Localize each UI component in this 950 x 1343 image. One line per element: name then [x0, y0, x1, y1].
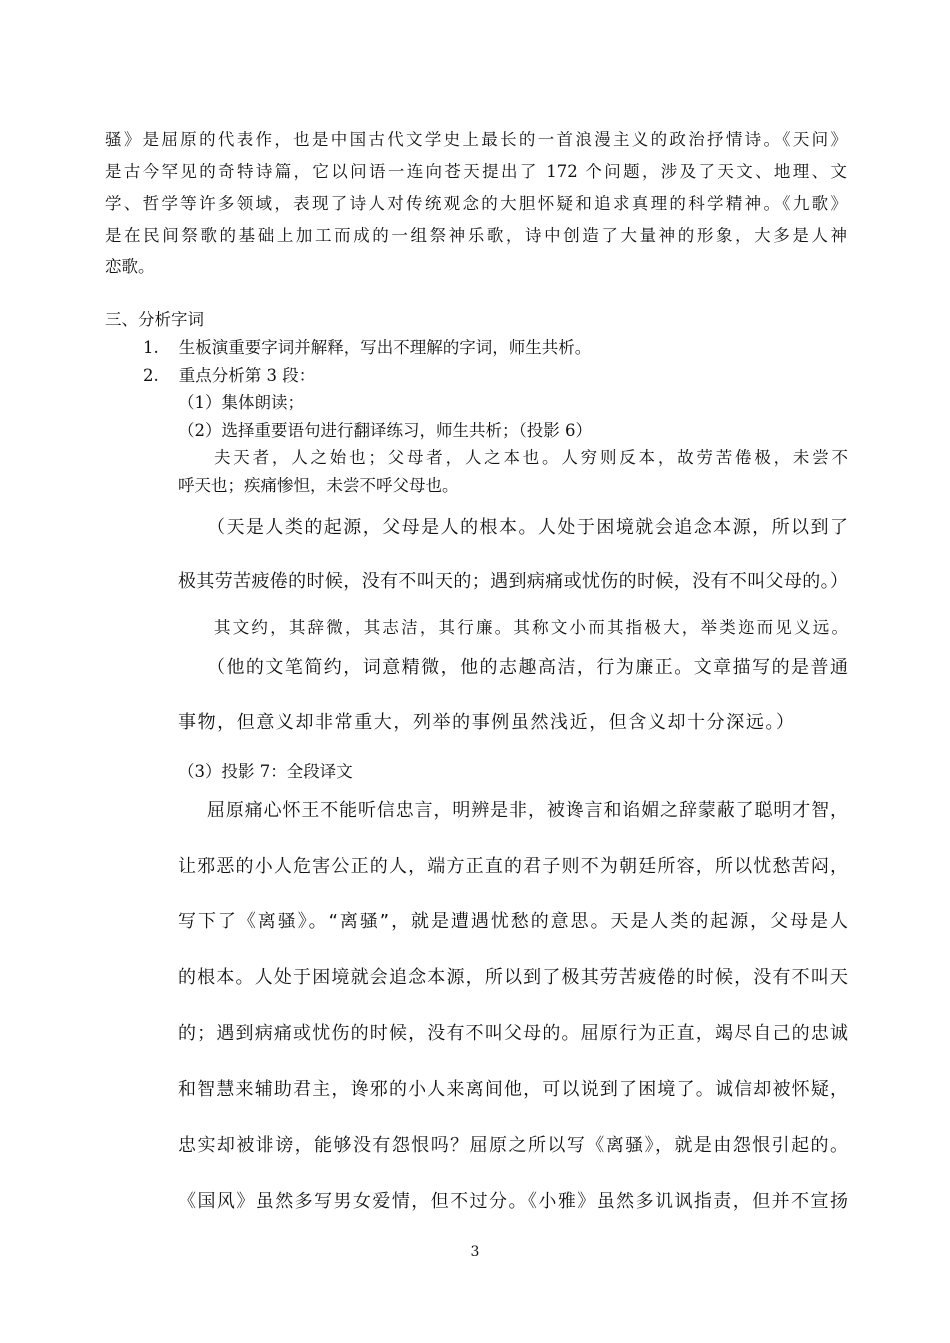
- translation-text: （他的文笔简约，词意精微，他的志趣高洁，行为廉正。文章描写的是普通: [207, 657, 848, 678]
- translation-line: 屈原痛心怀王不能听信忠言，明辨是非，被谗言和谄媚之辞蒙蔽了聪明才智，: [207, 800, 848, 821]
- classical-quote: 夫天者，人之始也；父母者，人之本也。人穷则反本，故劳苦倦极，未尝不: [214, 448, 848, 467]
- translation-line: 《国风》虽然多写男女爱情，但不过分。《小雅》虽然多讥讽指责，但并不宣扬: [178, 1191, 848, 1212]
- list-item-text: 生板演重要字词并解释，写出不理解的字词，师生共析。: [178, 338, 592, 357]
- translation-text: 极其劳苦疲倦的时候，没有不叫天的；遇到病痛或忧伤的时候，没有不叫父母的。）: [178, 571, 848, 592]
- intro-line: 恋歌。: [105, 257, 155, 276]
- translation-line: 忠实却被诽谤，能够没有怨恨吗？屈原之所以写《离骚》，就是由怨恨引起的。: [178, 1135, 848, 1156]
- sub-item: （1）集体朗读；: [178, 393, 304, 412]
- translation-text: （天是人类的起源，父母是人的根本。人处于困境就会追念本源，所以到了: [207, 517, 848, 538]
- list-item-number: 2.: [143, 366, 159, 385]
- section-heading: 三、分析字词: [105, 310, 204, 329]
- classical-quote: 呼天也；疾痛惨怛，未尝不呼父母也。: [178, 476, 459, 495]
- list-item-text: 重点分析第 3 段：: [178, 366, 316, 385]
- sub-item: （2）选择重要语句进行翻译练习，师生共析；（投影 6）: [178, 421, 592, 440]
- translation-line: 的；遇到病痛或忧伤的时候，没有不叫父母的。屈原行为正直，竭尽自己的忠诚: [178, 1023, 848, 1044]
- intro-line: 是古今罕见的奇特诗篇，它以问语一连向苍天提出了 172 个问题，涉及了天文、地理、文: [105, 162, 847, 181]
- list-item-number: 1.: [143, 338, 159, 357]
- list-item: [143, 336, 591, 360]
- intro-line: 学、哲学等许多领域，表现了诗人对传统观念的大胆怀疑和追求真理的科学精神。《九歌》: [105, 194, 847, 213]
- translation-text: 事物，但意义却非常重大，列举的事例虽然浅近，但含义却十分深远。）: [178, 712, 794, 733]
- translation-line: 和智慧来辅助君主，谗邪的小人来离间他，可以说到了困境了。诚信却被怀疑，: [178, 1079, 848, 1100]
- sub-item: （3）投影 7：全段译文: [178, 762, 353, 781]
- page-number: 3: [470, 1244, 480, 1260]
- translation-line: 写下了《离骚》。“离骚”，就是遭遇忧愁的意思。天是人类的起源，父母是人: [178, 911, 848, 932]
- intro-line: 是在民间祭歌的基础上加工而成的一组祭神乐歌，诗中创造了大量神的形象，大多是人神: [105, 226, 847, 245]
- intro-line: 骚》是屈原的代表作，也是中国古代文学史上最长的一首浪漫主义的政治抒情诗。《天问》: [105, 130, 847, 149]
- classical-quote: 其文约，其辞微，其志洁，其行廉。其称文小而其指极大，举类迩而见义远。: [214, 618, 848, 637]
- translation-line: 的根本。人处于困境就会追念本源，所以到了极其劳苦疲倦的时候，没有不叫天: [178, 967, 848, 988]
- translation-line: 让邪恶的小人危害公正的人，端方正直的君子则不为朝廷所容，所以忧愁苦闷，: [178, 856, 848, 877]
- list-item: [143, 364, 315, 388]
